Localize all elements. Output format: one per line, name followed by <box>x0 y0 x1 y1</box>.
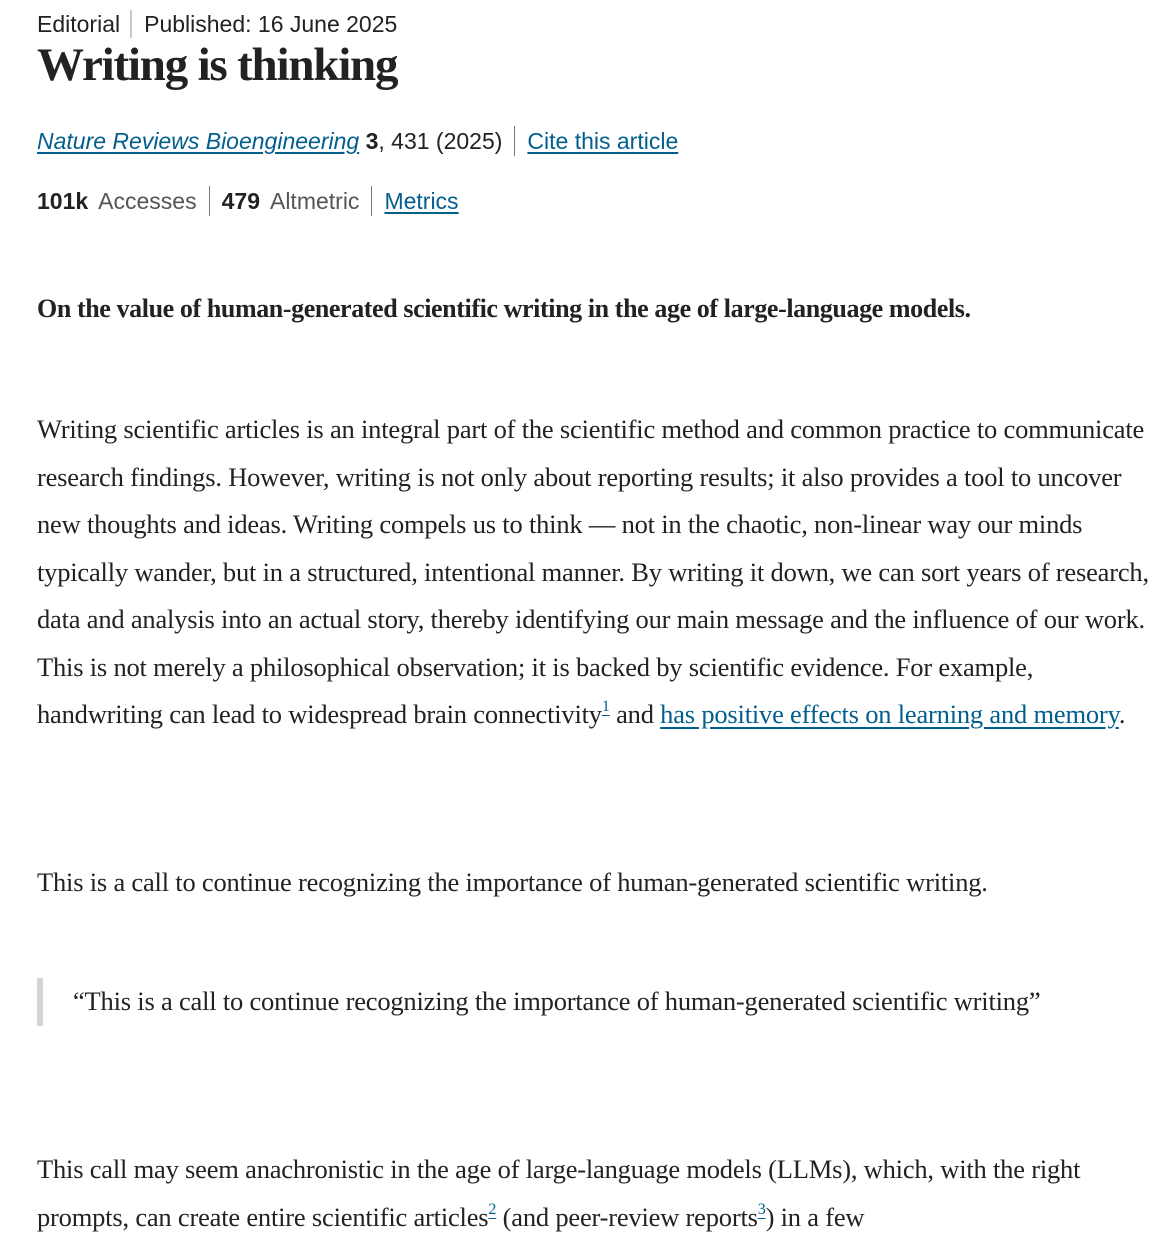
article-metrics <box>37 186 459 216</box>
paragraph-text: and <box>609 699 661 729</box>
altmetric-count: 479 <box>221 188 260 214</box>
metrics-divider <box>209 186 210 216</box>
journal-link[interactable]: Nature Reviews Bioengineering <box>37 128 360 154</box>
paragraph-text: . <box>1118 699 1126 729</box>
paragraph-text: ) in a few <box>765 1201 865 1232</box>
article-title: Writing is thinking <box>37 39 398 91</box>
reference-link[interactable]: 1 <box>601 698 610 715</box>
pull-quote: “This is a call to continue recognizing the importance of human-generated scientific writing” <box>37 978 1153 1026</box>
reference-1 <box>602 698 610 715</box>
article-meta <box>37 10 397 38</box>
citation-line <box>37 126 678 156</box>
pages-year: , 431 (2025) <box>378 128 503 154</box>
metrics-link[interactable]: Metrics <box>384 188 459 214</box>
paragraph-text: Writing scientific articles is an integral part of the scientific method and common practice to communicate research findings. However, writing is not only about reporting results; it also provides a tool to uncover new thoughts and ideas. Writing compels us to think — not in the chaotic, non-linear way our minds typically wander, but in a structured, intentional manner. By writing it down, we can sort years of research, data and analysis into an actual story, thereby identifying our main message and the influence of our work. This is not merely a philosophical observation; it is backed by scientific evidence. For example, handwriting can lead to widespread brain connectivity <box>37 414 1149 729</box>
reference-link[interactable]: 2 <box>488 1200 497 1218</box>
citation-divider <box>514 126 515 156</box>
altmetric-label: Altmetric <box>269 188 360 214</box>
metrics-divider <box>371 186 372 216</box>
accesses-label: Accesses <box>98 188 197 214</box>
accesses-count: 101k <box>37 188 89 214</box>
reference-link[interactable]: 3 <box>757 1200 766 1218</box>
article-type: Editorial <box>37 11 121 37</box>
meta-divider <box>130 10 132 38</box>
volume: 3 <box>365 128 379 154</box>
published-date: Published: 16 June 2025 <box>144 11 398 37</box>
learning-memory-link[interactable]: has positive effects on learning and memory <box>660 699 1119 729</box>
reference-3 <box>758 1201 766 1218</box>
paragraph-text: This call may seem anachronistic in the age of large-language models (LLMs), which, with the right prompts, can create entire scientific articles <box>37 1154 1081 1232</box>
body-paragraph-2: This is a call to continue recognizing the importance of human-generated scientific writing. <box>37 867 988 897</box>
body-paragraph-1 <box>37 406 1159 739</box>
cite-article-link[interactable]: Cite this article <box>527 128 679 154</box>
paragraph-text: (and peer-review reports <box>496 1201 758 1232</box>
standfirst: On the value of human-generated scientific writing in the age of large-language models. <box>37 294 971 323</box>
body-paragraph-3 <box>37 1146 1159 1241</box>
